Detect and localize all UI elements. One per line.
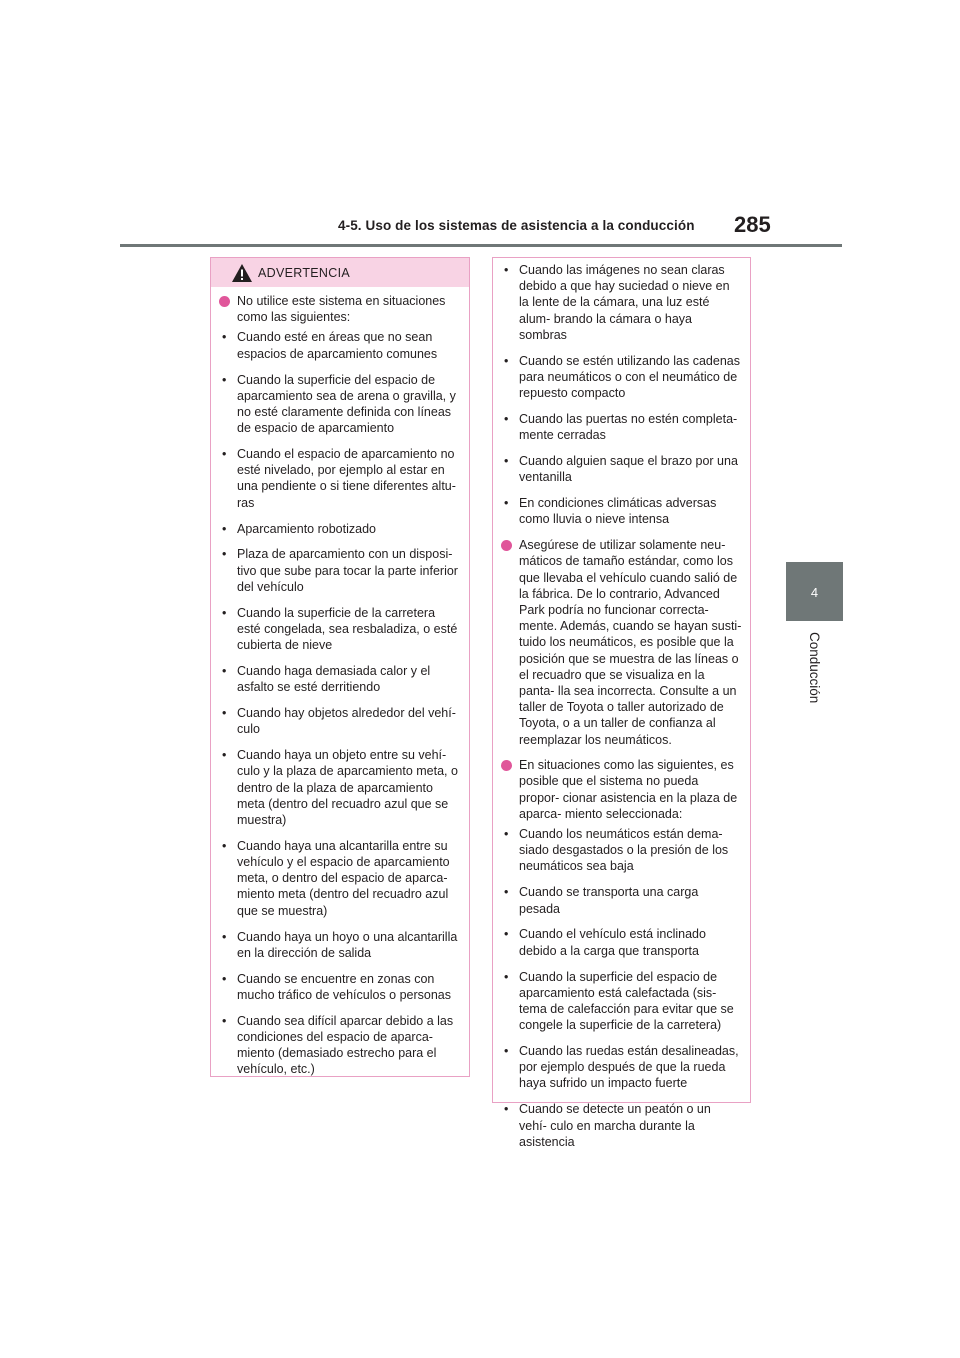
page-number: 285: [734, 212, 771, 237]
warning-title: ADVERTENCIA: [258, 266, 350, 280]
bullet-icon: •: [504, 927, 509, 942]
warning-intro: No utilice este sistema en situaciones como las siguientes:: [237, 294, 446, 325]
list-item: • Cuando las imágenes no sean claras debido a que hay suciedad o nieve en la lente de la cámara, una luz esté alum- brando la cámara o haya sombras: [504, 263, 730, 342]
list-item: • Cuando los neumáticos están dema- siado desgastados o la presión de los neumáticos sea baja: [504, 827, 729, 874]
chapter-tab: [786, 562, 843, 621]
bullet-icon: •: [504, 827, 509, 842]
bullet-icon: •: [222, 330, 227, 345]
list-item: • Cuando la superficie del espacio de aparcamiento sea de arena o gravilla, y no esté claramente definida con líneas de espacio de aparcamiento: [222, 372, 456, 436]
bullet-icon: •: [222, 748, 227, 763]
list-item: • Cuando el vehículo está inclinado debido a la carga que transporta: [504, 927, 706, 958]
warning-box: [210, 257, 470, 1077]
bullet-icon: •: [222, 971, 227, 986]
bullet-icon: •: [222, 663, 227, 678]
bullet-icon: •: [504, 1044, 509, 1059]
list-item: • Cuando se detecte un peatón o un vehí- culo en marcha durante la asistencia: [504, 1102, 711, 1149]
list-item: • Cuando alguien saque el brazo por una ventanilla: [504, 454, 738, 485]
warning-continued-box: [492, 257, 751, 1149]
list-item: • Cuando las ruedas están desalineadas, por ejemplo después de que la rueda haya sufrido un impacto fuerte: [504, 1044, 739, 1091]
warning-content: [211, 287, 469, 1078]
list-item: • Cuando la superficie de la carretera esté congelada, sea resbaladiza, o esté cubierta de nieve: [222, 605, 458, 653]
bullet-icon: •: [222, 838, 227, 853]
list-item: • Cuando hay objetos alrededor del vehí- culo: [222, 706, 456, 737]
bullet-icon: •: [222, 929, 227, 944]
bullet-icon: •: [222, 706, 227, 721]
tire-note-item: [501, 537, 742, 748]
list-item: • Cuando las puertas no estén completa- mente cerradas: [504, 412, 738, 443]
bullet-icon: •: [504, 353, 509, 368]
list-item: • Plaza de aparcamiento con un disposi- tivo que sube para tocar la parte inferior del vehículo: [222, 547, 458, 594]
list-item: • Cuando haya un objeto entre su vehí- culo y la plaza de aparcamiento meta, o dentro de la plaza de aparcamiento meta (dentro del recuadro azul que se muestra): [222, 748, 458, 827]
circle-bullet-icon: [501, 540, 512, 551]
warning-triangle-icon: [231, 263, 253, 283]
bullet-icon: •: [222, 547, 227, 562]
chapter-label: Conducción: [807, 632, 822, 704]
bullet-icon: •: [222, 372, 227, 387]
header-divider: [120, 244, 842, 247]
bullet-icon: •: [222, 521, 227, 536]
bullet-icon: •: [504, 454, 509, 469]
bullet-icon: •: [504, 1102, 509, 1117]
circle-bullet-icon: [219, 296, 230, 307]
list-item: • Cuando la superficie del espacio de aparcamiento está calefactada (sis- tema de calefacción para evitar que se congele la superficie de la carretera): [504, 969, 734, 1033]
bullet-icon: •: [504, 496, 509, 511]
bullet-icon: •: [504, 885, 509, 900]
list-item: • Cuando se estén utilizando las cadenas para neumáticos o con el neumático de repuesto compacto: [504, 353, 740, 401]
list-item: • Cuando esté en áreas que no sean espacios de aparcamiento comunes: [222, 330, 438, 361]
list-item: • Cuando haya un hoyo o una alcantarilla en la dirección de salida: [222, 929, 458, 960]
list-item: • Cuando se encuentre en zonas con mucho tráfico de vehículos o personas: [222, 971, 452, 1002]
bullet-icon: •: [222, 1013, 227, 1028]
bullet-icon: •: [504, 412, 509, 426]
list-item: • En condiciones climáticas adversas como lluvia o nieve intensa: [504, 496, 717, 527]
bullet-icon: •: [504, 969, 509, 984]
list-item: • Cuando sea difícil aparcar debido a las condiciones del espacio de aparca- miento (demasiado estrecho para el vehículo, etc.): [222, 1013, 454, 1077]
list-item: • Cuando el espacio de aparcamiento no esté nivelado, por ejemplo al estar en una pendiente o si tiene diferentes altu- ras: [222, 447, 456, 510]
section-title: 4-5. Uso de los sistemas de asistencia a la conducción: [338, 218, 695, 233]
warning-header: [211, 258, 469, 287]
list-item: • Cuando haya una alcantarilla entre su vehículo y el espacio de aparcamiento meta, o dentro del espacio de aparca- miento meta (dentro del recuadro azul que se muestra): [222, 838, 450, 918]
chapter-number: 4: [810, 585, 819, 600]
list-item: • Aparcamiento robotizado: [222, 521, 376, 536]
bullet-icon: •: [222, 447, 227, 461]
warning-intro-item: [219, 293, 461, 325]
situations-intro-item: [501, 757, 742, 822]
bullet-icon: •: [222, 605, 227, 620]
bullet-icon: •: [504, 263, 509, 277]
continued-content: [493, 258, 750, 1150]
tire-note: Asegúrese de utilizar solamente neu- máticos de tamaño estándar, como los que llevaba el vehículo cuando salió de la fábrica. De lo contrario, Advanced Park podría no funcionar correcta- mente. Además, cuando se hayan susti- tuido los neumáticos, es posible que la posición que se muestra de las líneas o el recuadro que se visualiza en la panta- lla sea incorrecta. Consulte a un taller de Toyota o taller autorizado de Toyota, o a un taller de confianza al reemplazar los neumáticos.: [519, 538, 742, 747]
list-item: • Cuando se transporta una carga pesada: [504, 885, 699, 916]
circle-bullet-icon: [501, 760, 512, 771]
list-item: • Cuando haga demasiada calor y el asfalto se esté derritiendo: [222, 663, 431, 695]
situations-intro: En situaciones como las siguientes, es posible que el sistema no pueda propor- cionar asistencia en la plaza de aparca- miento seleccionada:: [519, 758, 738, 821]
